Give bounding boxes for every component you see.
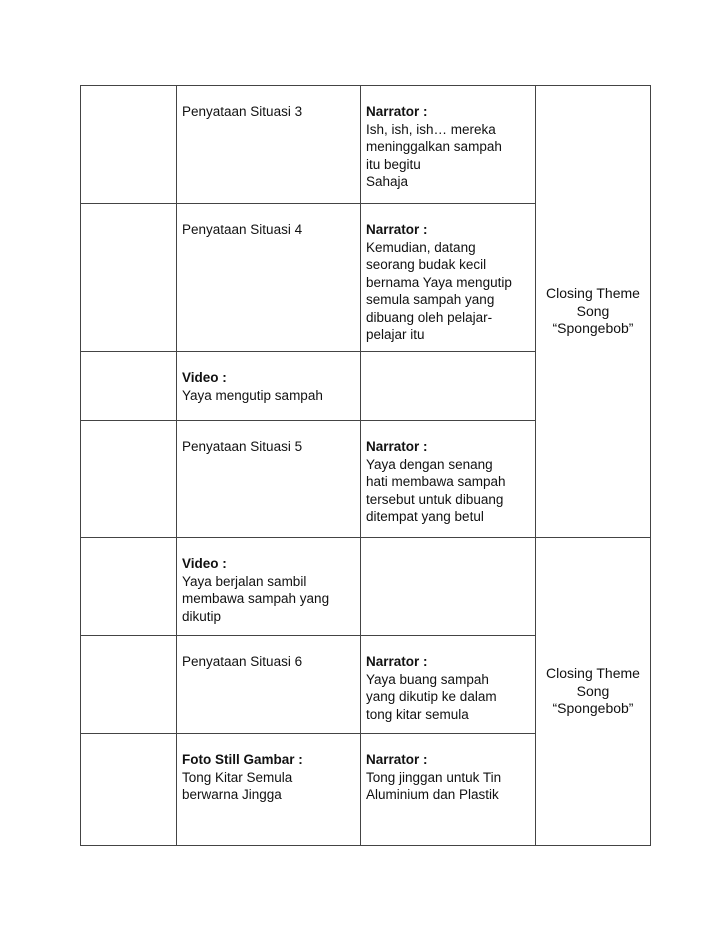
music-line: Closing Theme — [546, 665, 640, 682]
visual-label: Foto Still Gambar : — [182, 752, 303, 767]
shot-cell — [81, 538, 177, 636]
visual-text: Yaya berjalan sambil membawa sampah yang dikutip — [182, 573, 330, 624]
audio-cell — [361, 86, 536, 204]
visual-text: Penyataan Situasi 6 — [182, 654, 303, 669]
audio-label: Narrator : — [366, 439, 428, 454]
visual-label: Video : — [182, 370, 227, 385]
storyboard-table — [80, 85, 651, 846]
audio-cell — [361, 204, 536, 352]
audio-cell — [361, 538, 536, 636]
visual-text: Penyataan Situasi 4 — [182, 222, 303, 237]
music-cell — [536, 86, 651, 538]
visual-cell — [177, 538, 361, 636]
audio-label: Narrator : — [366, 752, 428, 767]
music-line: Closing Theme — [546, 285, 640, 302]
visual-text: Tong Kitar Semula berwarna Jingga — [182, 769, 293, 802]
shot-cell — [81, 352, 177, 421]
visual-text: Penyataan Situasi 3 — [182, 104, 303, 119]
audio-text: Yaya dengan senang hati membawa sampah tersebut untuk dibuang ditempat yang betul — [366, 456, 506, 524]
audio-label: Narrator : — [366, 104, 428, 119]
visual-label: Video : — [182, 556, 227, 571]
shot-cell — [81, 421, 177, 538]
table-row — [81, 86, 651, 204]
visual-cell — [177, 636, 361, 734]
music-line: Song — [576, 302, 610, 319]
music-line: “Spongebob” — [552, 700, 634, 717]
visual-cell — [177, 421, 361, 538]
music-cell — [536, 538, 651, 846]
audio-text: Kemudian, datang seorang budak kecil bernama Yaya mengutip semula sampah yang dibuang oleh pelajar- pelajar itu — [366, 239, 512, 342]
audio-label: Narrator : — [366, 654, 428, 669]
audio-cell — [361, 636, 536, 734]
visual-text: Yaya mengutip sampah — [182, 387, 323, 403]
shot-cell — [81, 636, 177, 734]
music-line: Song — [576, 682, 610, 699]
audio-cell — [361, 352, 536, 421]
audio-cell — [361, 734, 536, 846]
shot-cell — [81, 734, 177, 846]
visual-text: Penyataan Situasi 5 — [182, 439, 303, 454]
shot-cell — [81, 204, 177, 352]
visual-cell — [177, 86, 361, 204]
visual-cell — [177, 734, 361, 846]
audio-text: Ish, ish, ish… mereka meninggalkan sampah itu begitu Sahaja — [366, 121, 502, 189]
shot-cell — [81, 86, 177, 204]
audio-label: Narrator : — [366, 222, 428, 237]
audio-text: Tong jinggan untuk Tin Aluminium dan Plastik — [366, 769, 502, 802]
music-line: “Spongebob” — [552, 320, 634, 337]
audio-cell — [361, 421, 536, 538]
visual-cell — [177, 204, 361, 352]
audio-text: Yaya buang sampah yang dikutip ke dalam tong kitar semula — [366, 671, 497, 722]
table-row — [81, 538, 651, 636]
visual-cell — [177, 352, 361, 421]
